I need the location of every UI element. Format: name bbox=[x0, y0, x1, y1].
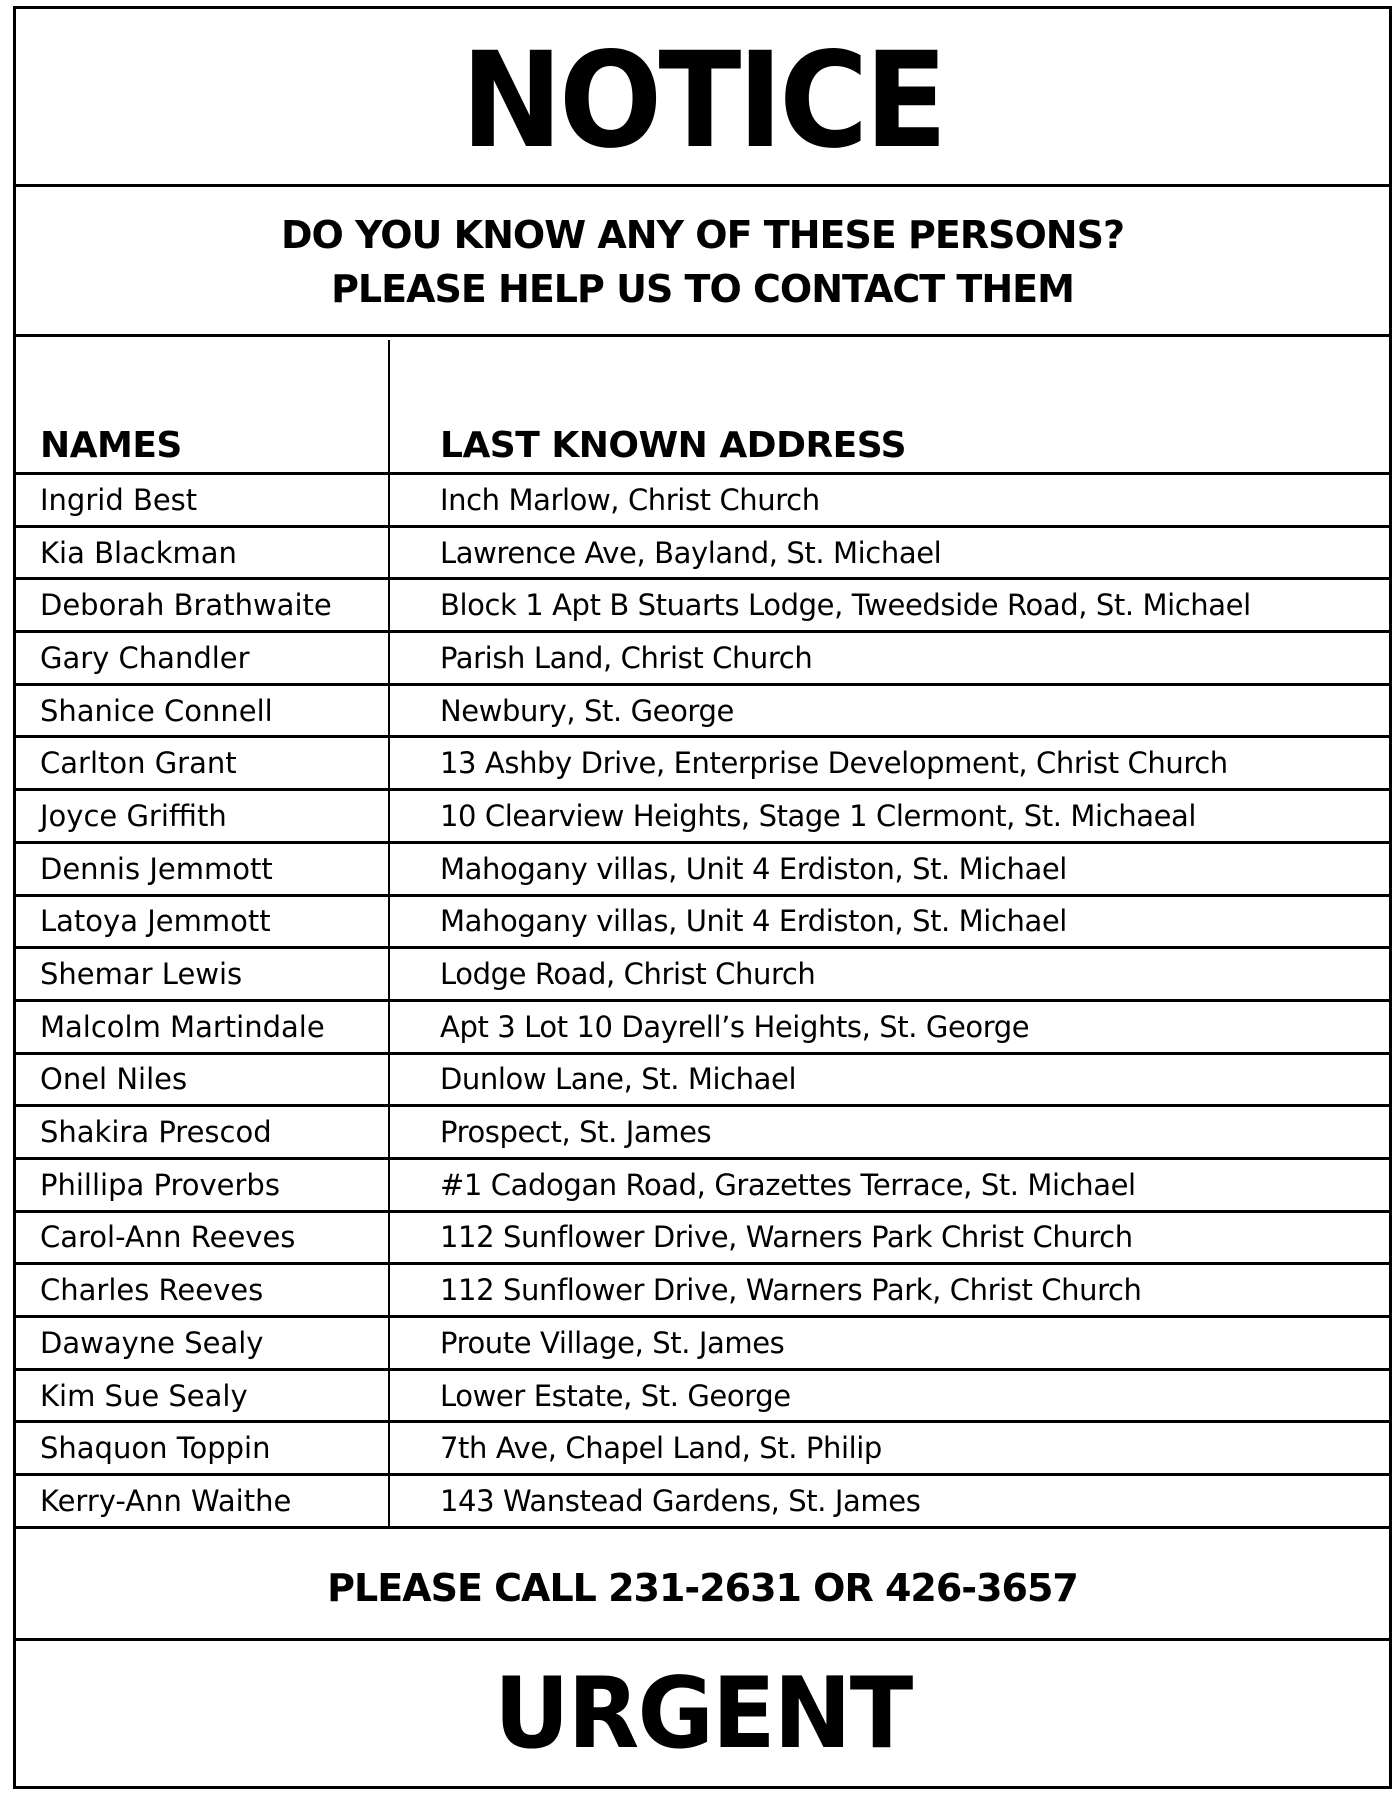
person-name: Charles Reeves bbox=[16, 1265, 390, 1315]
notice-title: NOTICE bbox=[461, 23, 944, 178]
table-row bbox=[16, 1107, 1389, 1160]
header-last-known-address: LAST KNOWN ADDRESS bbox=[440, 425, 906, 466]
table-row bbox=[16, 1055, 1389, 1108]
person-name: Kim Sue Sealy bbox=[16, 1371, 390, 1421]
person-name: Kerry-Ann Waithe bbox=[16, 1476, 390, 1526]
person-name: Onel Niles bbox=[16, 1055, 390, 1105]
subtitle-question: DO YOU KNOW ANY OF THESE PERSONS? bbox=[281, 213, 1124, 257]
table-row bbox=[16, 1476, 1389, 1529]
person-address: #1 Cadogan Road, Grazettes Terrace, St. Michael bbox=[440, 1167, 1136, 1202]
person-name: Deborah Brathwaite bbox=[16, 580, 390, 630]
table-body bbox=[16, 475, 1389, 1529]
person-name: Dawayne Sealy bbox=[16, 1318, 390, 1368]
person-address: Parish Land, Christ Church bbox=[440, 640, 813, 675]
person-address: 13 Ashby Drive, Enterprise Development, Christ Church bbox=[440, 746, 1228, 781]
table-row bbox=[16, 1371, 1389, 1424]
person-name: Latoya Jemmott bbox=[16, 897, 390, 947]
table-row bbox=[16, 580, 1389, 633]
person-name: Carlton Grant bbox=[16, 738, 390, 788]
table-row bbox=[16, 738, 1389, 791]
person-address: 112 Sunflower Drive, Warners Park, Christ Church bbox=[440, 1273, 1142, 1308]
table-row bbox=[16, 1213, 1389, 1266]
person-address: Inch Marlow, Christ Church bbox=[440, 482, 820, 517]
table-row bbox=[16, 1160, 1389, 1213]
person-address: Proute Village, St. James bbox=[440, 1325, 785, 1360]
person-name: Phillipa Proverbs bbox=[16, 1160, 390, 1210]
table-row bbox=[16, 475, 1389, 528]
subtitle-request: PLEASE HELP US TO CONTACT THEM bbox=[331, 267, 1074, 311]
table-row bbox=[16, 1265, 1389, 1318]
table-row bbox=[16, 1423, 1389, 1476]
person-address: Apt 3 Lot 10 Dayrell’s Heights, St. George bbox=[440, 1009, 1030, 1044]
person-name: Kia Blackman bbox=[16, 528, 390, 578]
table-row bbox=[16, 897, 1389, 950]
urgent-section bbox=[16, 1641, 1389, 1786]
person-name: Shanice Connell bbox=[16, 686, 390, 736]
table-row bbox=[16, 686, 1389, 739]
person-name: Shakira Prescod bbox=[16, 1107, 390, 1157]
call-section bbox=[16, 1538, 1389, 1641]
person-address: Mahogany villas, Unit 4 Erdiston, St. Michael bbox=[440, 904, 1067, 939]
person-name: Joyce Griffith bbox=[16, 791, 390, 841]
call-instructions: PLEASE CALL 231-2631 OR 426-3657 bbox=[327, 1566, 1078, 1610]
person-address: Lodge Road, Christ Church bbox=[440, 957, 816, 992]
person-address: Lawrence Ave, Bayland, St. Michael bbox=[440, 535, 942, 570]
person-address: Mahogany villas, Unit 4 Erdiston, St. Michael bbox=[440, 851, 1067, 886]
table-header-row bbox=[16, 340, 1389, 475]
person-name: Gary Chandler bbox=[16, 633, 390, 683]
table-row bbox=[16, 844, 1389, 897]
notice-poster bbox=[13, 6, 1392, 1789]
subtitle-section bbox=[16, 190, 1389, 337]
person-address: Lower Estate, St. George bbox=[440, 1378, 791, 1413]
header-names: NAMES bbox=[16, 340, 390, 472]
person-name: Shemar Lewis bbox=[16, 949, 390, 999]
person-address: 143 Wanstead Gardens, St. James bbox=[440, 1483, 921, 1518]
person-name: Shaquon Toppin bbox=[16, 1423, 390, 1473]
table-row bbox=[16, 791, 1389, 844]
table-row bbox=[16, 1318, 1389, 1371]
person-address: 112 Sunflower Drive, Warners Park Christ Church bbox=[440, 1220, 1133, 1255]
urgent-title: URGENT bbox=[493, 1656, 912, 1771]
person-name: Malcolm Martindale bbox=[16, 1002, 390, 1052]
person-address: Newbury, St. George bbox=[440, 693, 734, 728]
persons-table bbox=[16, 340, 1389, 1529]
person-name: Ingrid Best bbox=[16, 475, 390, 525]
person-name: Dennis Jemmott bbox=[16, 844, 390, 894]
person-address: Dunlow Lane, St. Michael bbox=[440, 1062, 797, 1097]
person-name: Carol-Ann Reeves bbox=[16, 1213, 390, 1263]
table-row bbox=[16, 633, 1389, 686]
notice-header bbox=[16, 9, 1389, 187]
person-address: Block 1 Apt B Stuarts Lodge, Tweedside Road, St. Michael bbox=[440, 588, 1251, 623]
person-address: Prospect, St. James bbox=[440, 1115, 712, 1150]
table-row bbox=[16, 949, 1389, 1002]
person-address: 10 Clearview Heights, Stage 1 Clermont, St. Michaeal bbox=[440, 798, 1197, 833]
person-address: 7th Ave, Chapel Land, St. Philip bbox=[440, 1431, 882, 1466]
table-row bbox=[16, 1002, 1389, 1055]
table-row bbox=[16, 528, 1389, 581]
